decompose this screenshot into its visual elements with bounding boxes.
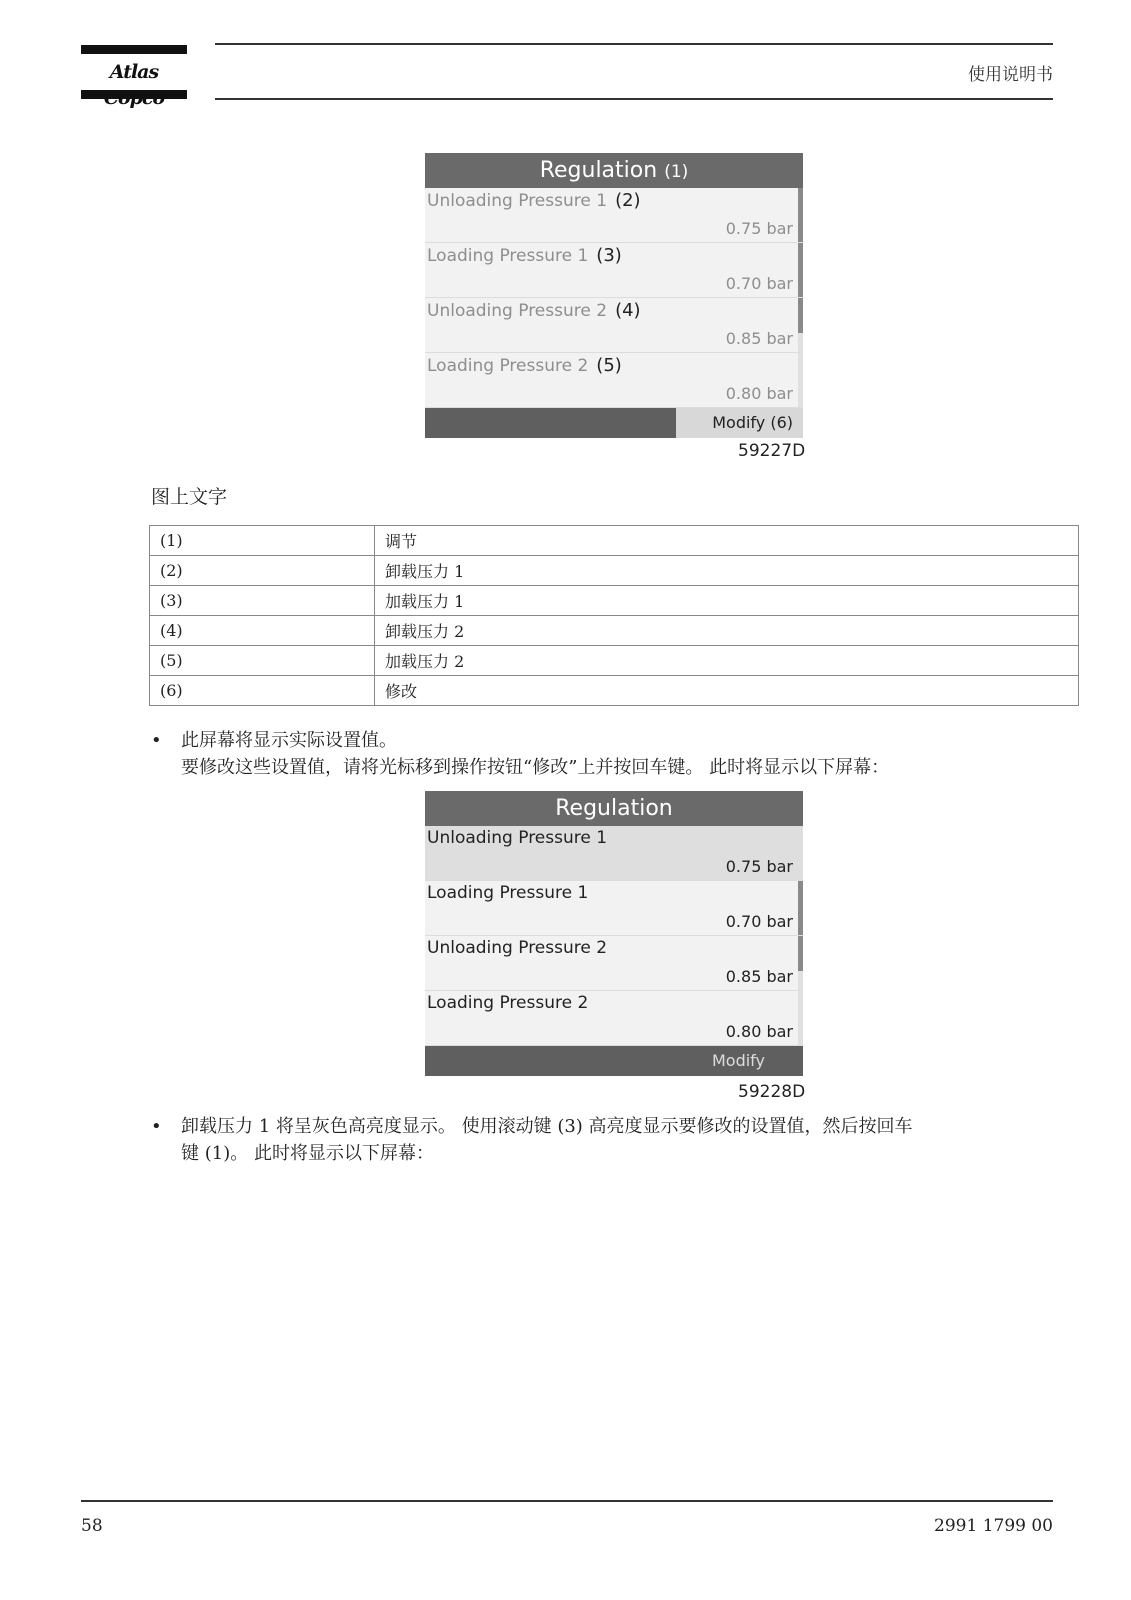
setting-label: Loading Pressure 2 <box>427 993 589 1013</box>
bullet-dot: • <box>151 730 162 751</box>
screen-footer <box>425 408 803 438</box>
setting-value: 0.80 bar <box>725 384 793 403</box>
screen-title-bar <box>425 791 803 826</box>
setting-label: Unloading Pressure 1 <box>427 828 608 848</box>
header-rule-top <box>215 43 1053 45</box>
legend-row <box>150 586 1079 616</box>
legend-ref: (3) <box>150 586 375 616</box>
document-number: 2991 1799 00 <box>934 1516 1053 1536</box>
setting-label: Unloading Pressure 2 (4) <box>427 300 641 321</box>
modify-button: Modify <box>711 1051 765 1070</box>
setting-value: 0.85 bar <box>725 967 793 986</box>
legend-ref: (6) <box>150 676 375 706</box>
callout-ref: (4) <box>615 300 641 321</box>
setting-row <box>425 188 803 243</box>
legend-row <box>150 676 1079 706</box>
bullet-text: 此屏幕将显示实际设置值。 要修改这些设置值，请将光标移到操作按钮“修改”上并按回车键。 此时将显示以下屏幕： <box>181 730 890 778</box>
setting-value: 0.70 bar <box>725 274 793 293</box>
legend-text: 卸载压力 1 <box>375 556 1079 586</box>
legend-row <box>150 616 1079 646</box>
setting-label: Loading Pressure 1 (3) <box>427 245 622 266</box>
setting-row <box>425 881 803 936</box>
figure-caption: 59227D <box>738 441 806 461</box>
legend-ref: (4) <box>150 616 375 646</box>
legend-table <box>149 525 1079 706</box>
legend-title: 图上文字 <box>151 486 228 508</box>
page-number: 58 <box>81 1516 103 1536</box>
legend-row <box>150 556 1079 586</box>
bullet-dot: • <box>151 1116 162 1137</box>
setting-label: Unloading Pressure 2 <box>427 938 608 958</box>
callout-ref: (2) <box>615 190 641 211</box>
logo-bar-top <box>81 45 187 54</box>
setting-label: Loading Pressure 2 (5) <box>427 355 622 376</box>
setting-value: 0.80 bar <box>725 1022 793 1041</box>
document-title: 使用说明书 <box>968 65 1053 85</box>
setting-value: 0.75 bar <box>725 857 793 876</box>
setting-row <box>425 353 803 408</box>
callout-ref: (5) <box>596 355 622 376</box>
screen-title-ref: (1) <box>664 162 689 182</box>
setting-row <box>425 991 803 1046</box>
modify-button: Modify (6) <box>676 408 803 438</box>
instruction-bullet <box>151 1113 1051 1173</box>
legend-ref: (2) <box>150 556 375 586</box>
legend-text: 调节 <box>375 526 1079 556</box>
brand-name: Atlas <box>109 61 159 83</box>
modify-ref: (6) <box>770 413 793 432</box>
bullet-text: 卸载压力 1 将呈灰色高亮度显示。 使用滚动键 (3) 高亮度显示要修改的设置值，然后按回车 键 (1)。 此时将显示以下屏幕： <box>181 1116 913 1164</box>
figure-caption: 59228D <box>738 1082 806 1102</box>
setting-value: 0.70 bar <box>725 912 793 931</box>
setting-label: Unloading Pressure 1 (2) <box>427 190 641 211</box>
legend-text: 加载压力 1 <box>375 586 1079 616</box>
setting-row-selected <box>425 826 803 881</box>
setting-value: 0.75 bar <box>725 219 793 238</box>
setting-row <box>425 243 803 298</box>
regulation-screen-selected <box>425 791 803 1076</box>
screen-footer <box>425 1046 803 1076</box>
logo-bar-bottom <box>81 90 187 99</box>
legend-row <box>150 646 1079 676</box>
setting-label: Loading Pressure 1 <box>427 883 589 903</box>
legend-text: 加载压力 2 <box>375 646 1079 676</box>
legend-row <box>150 526 1079 556</box>
callout-ref: (3) <box>596 245 622 266</box>
instruction-bullet <box>151 727 1051 787</box>
setting-value: 0.85 bar <box>725 329 793 348</box>
screen-title: Regulation <box>555 796 673 821</box>
legend-ref: (5) <box>150 646 375 676</box>
footer-rule <box>81 1500 1053 1502</box>
screen-title: Regulation <box>539 158 658 183</box>
legend-text: 卸载压力 2 <box>375 616 1079 646</box>
header-rule-bottom <box>215 98 1053 100</box>
legend-text: 修改 <box>375 676 1079 706</box>
screen-title-bar <box>425 153 803 188</box>
brand-logo <box>81 45 187 99</box>
regulation-screen-annotated <box>425 153 803 438</box>
legend-ref: (1) <box>150 526 375 556</box>
setting-row <box>425 298 803 353</box>
setting-row <box>425 936 803 991</box>
